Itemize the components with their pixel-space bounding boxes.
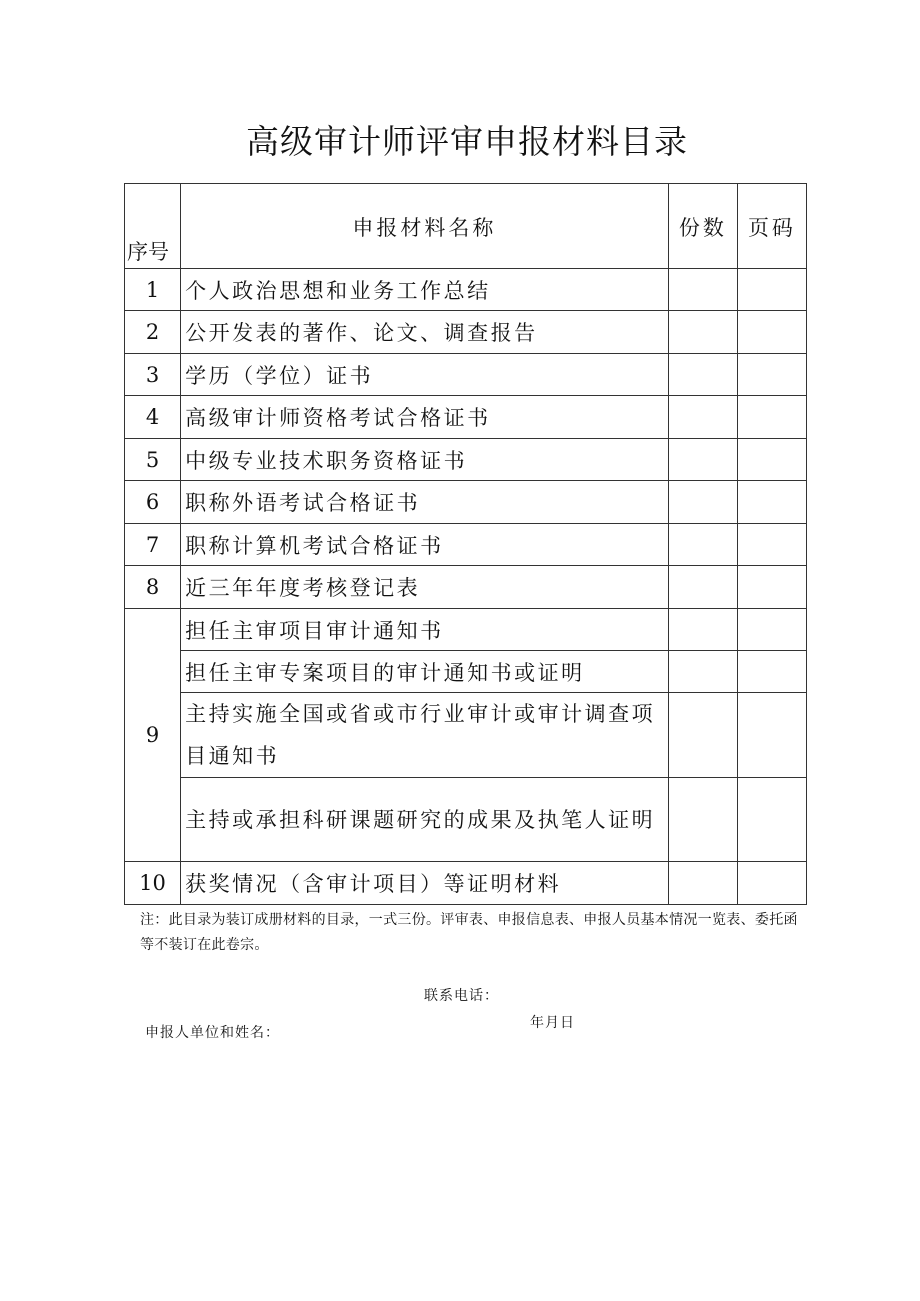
row-copies <box>668 269 737 311</box>
row-name <box>181 778 669 862</box>
table-row <box>125 439 807 481</box>
row-page <box>737 524 806 566</box>
table-header-row <box>125 184 807 269</box>
table-row <box>125 862 807 905</box>
row-name: 担任主审项目审计通知书 <box>181 609 669 651</box>
row-name: 获奖情况（含审计项目）等证明材料 <box>181 862 669 905</box>
table-row <box>125 778 807 862</box>
header-page: 页码 <box>737 184 806 269</box>
row-no: 9 <box>125 609 181 862</box>
row-copies <box>668 439 737 481</box>
row-page <box>737 396 806 439</box>
row-page <box>737 651 806 693</box>
page-title: 高级审计师评审申报材料目录 <box>246 122 688 161</box>
table-row <box>125 651 807 693</box>
date-label: 年月日 <box>530 1015 575 1031</box>
row-copies <box>668 311 737 354</box>
row-copies <box>668 354 737 396</box>
row-page <box>737 862 806 905</box>
row-name: 近三年年度考核登记表 <box>181 566 669 609</box>
row-page <box>737 269 806 311</box>
row-name: 职称计算机考试合格证书 <box>181 524 669 566</box>
contact-phone-label: 联系电话： <box>424 988 499 1004</box>
row-copies <box>668 396 737 439</box>
table-row <box>125 354 807 396</box>
row-name: 中级专业技术职务资格证书 <box>181 439 669 481</box>
row-copies <box>668 609 737 651</box>
row-no: 3 <box>125 354 181 396</box>
row-no: 10 <box>125 862 181 905</box>
applicant-label: 申报人单位和姓名： <box>145 1025 280 1041</box>
row-name: 个人政治思想和业务工作总结 <box>181 269 669 311</box>
header-no: 序号 <box>125 184 181 269</box>
row-no: 4 <box>125 396 181 439</box>
table-row <box>125 524 807 566</box>
row-copies <box>668 778 737 862</box>
row-no: 7 <box>125 524 181 566</box>
row-no: 5 <box>125 439 181 481</box>
row-page <box>737 311 806 354</box>
row-no: 8 <box>125 566 181 609</box>
table-row <box>125 311 807 354</box>
row-page <box>737 693 806 778</box>
table-row <box>125 481 807 524</box>
row-page <box>737 566 806 609</box>
row-name: 职称外语考试合格证书 <box>181 481 669 524</box>
row-page <box>737 439 806 481</box>
row-name-text: 主持或承担科研课题研究的成果及执笔人证明 <box>185 807 656 832</box>
row-name-text: 主持实施全国或省或市行业审计或审计调查项目通知书 <box>185 702 656 768</box>
row-page <box>737 481 806 524</box>
table-row <box>125 566 807 609</box>
row-copies <box>668 481 737 524</box>
table-row <box>125 396 807 439</box>
row-copies <box>668 651 737 693</box>
row-no: 6 <box>125 481 181 524</box>
row-name: 公开发表的著作、论文、调查报告 <box>181 311 669 354</box>
row-name: 学历（学位）证书 <box>181 354 669 396</box>
row-copies <box>668 566 737 609</box>
row-name <box>181 693 669 778</box>
row-name: 高级审计师资格考试合格证书 <box>181 396 669 439</box>
header-copies: 份数 <box>668 184 737 269</box>
row-page <box>737 609 806 651</box>
row-copies <box>668 693 737 778</box>
row-no: 1 <box>125 269 181 311</box>
footnote: 注：此目录为装订成册材料的目录，一式三份。评审表、申报信息表、申报人员基本情况一览表、委托函等不装订在此卷宗。 <box>140 912 798 953</box>
table-row <box>125 609 807 651</box>
materials-table <box>124 183 807 905</box>
row-page <box>737 778 806 862</box>
row-copies <box>668 524 737 566</box>
row-no: 2 <box>125 311 181 354</box>
row-page <box>737 354 806 396</box>
header-name: 申报材料名称 <box>181 184 669 269</box>
table-row <box>125 269 807 311</box>
table-row <box>125 693 807 778</box>
row-name: 担任主审专案项目的审计通知书或证明 <box>181 651 669 693</box>
row-copies <box>668 862 737 905</box>
